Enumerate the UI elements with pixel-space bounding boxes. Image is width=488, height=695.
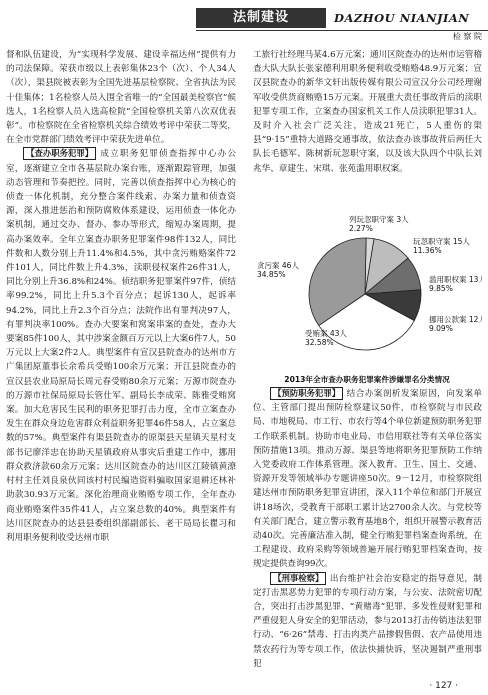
paragraph-text: 出台维护社会治安稳定的指导意见，制定打击黑恶势力犯罪的专项行动方案，与公安、法院密切配合，突出打击涉黑犯罪、“黄赌毒”犯罪、多发性侵财犯罪和严重侵犯人身安全的犯罪活动，参与2013打击传销违法犯罪行动、“6·26”禁毒、打击肉类产品掺假售假、农产品使用违禁农药行为等专项工作，依法快捕快诉，坚决遏制严重刑事犯 — [253, 573, 482, 669]
header-rule — [196, 30, 488, 31]
right-column-bottom — [253, 387, 482, 671]
paragraph-criminal — [253, 572, 482, 671]
tag-prevent: 【预防职务犯罪】 — [270, 387, 343, 400]
page-header — [0, 0, 488, 44]
pie-chart — [253, 212, 482, 387]
chart-title: 2013年全市查办职务犯罪案件涉嫌罪名分类情况 — [284, 375, 450, 384]
page-number: · 127 · — [429, 681, 458, 691]
tag-investigate: 【查办职务犯罪】 — [23, 147, 96, 160]
tag-criminal: 【刑事检察】 — [270, 572, 326, 585]
paragraph-investigate — [6, 147, 236, 545]
slice-label-3: 列玩忽职守案 3人 — [349, 215, 409, 224]
right-column-top — [253, 48, 482, 176]
paragraph-text: 结合办案剖析发案原因，向发案单位、主管部门提出预防检察建议50件，市检察院与市民政局、市地税局、市工行、市农行等4个单位新建预防职务犯罪工作联系机制。协助市电业局、市信用联社等有关单位落实预防措施13项。推动万源、渠县等地将职务犯罪预防工作纳入党委政府工作体系管理。深入教育、卫生、国土、交通、资源开发等领域举办专题讲座50次。9－12月，市检察院组建达州市预防职务犯罪宣讲团，深入11个单位和部门开展宣讲18场次，受教育干部职工累计达2700余人次。与党校等有关部门配合，建立警示教育基地8个，组织开展警示教育活动40次。完善廉洁准入制，健全行贿犯罪档案查询系统，在工程建设、政府采购等领域普遍开展行贿犯罪档案查询，按规定提供查询99次。 — [253, 389, 482, 570]
subsection-label: 检 察 院 — [452, 32, 482, 41]
slice-percent-3: 2.27% — [349, 224, 373, 233]
yearbook-english-title: DAZHOU NIANJIAN — [334, 11, 470, 25]
slice-percent-4: 11.36% — [413, 246, 442, 255]
slice-label-2: 挪用公款案 12人 — [429, 315, 482, 324]
paragraph-prevent — [253, 387, 482, 572]
slice-percent-5: 9.85% — [429, 284, 453, 293]
slice-label-4: 玩忽职守案 15人 — [413, 237, 470, 246]
left-column — [6, 48, 236, 545]
slice-percent-1: 34.85% — [257, 270, 286, 279]
paragraph: 督和队伍建设，为“实现科学发展、建设幸福达州”提供有力的司法保障。荣获市级以上表彰集体23个（次）、个人34人（次），渠县院被表彰为全国先进基层检察院、全省执法为民十佳集体；1名检察人员入围全省唯一的“全国最美检察官”候选人，1名检察人员入选高检院“全国检察机关第八次双优表彰”。市检察院在全省检察机关综合绩效考评中荣获二等奖，在全市党群部门绩效考评中荣获先进单位。 — [6, 50, 236, 146]
paragraph-text: 成立职务犯罪侦查指挥中心办公室，逐渐建立全市各基层院办案台账，逐渐跟踪管理，加强动态管理和节奏把控。同时，完善以侦查指挥中心为核心的侦查一体化机制，充分整合案件线索、办案力量和侦查资源，深入推进惩治和预防腐败体系建设，运用侦查一体化办案机制，通过交办、督办、参办等形式，缩短办案周期，提高办案效率。全年立案查办职务犯罪案件98件132人，同比件数和人数分别上升11.4%和4.5%，其中贪污贿赂案件72件101人，同比件数上升4.3%，渎职侵权案件26件31人，同比分别上升36.8%和24%。侦结职务犯罪案件97件，侦结率99.2%，同比上升5.3个百分点；起诉130人，起诉率94.2%，同比上升2.3个百分点；法院作出有罪判决97人，有罪判决率100%。查办大要案和窝案串案的查处，查办大要案85件100人，其中涉案金额百万元以上大案6件7人，50万元以上大案2件2人。典型案件有宣汉县院查办的达州市方广集团原董事长余希兵受贿100余万元案；开江县院查办的宣汉县农业局原局长周元春受贿80余万元案；万源市院查办的万源市社保局原局长管仕军、副局长李成荣、陈雅受贿窝案。加大危害民生民利的职务犯罪打击力度，全市立案查办发生在群众身边危害群众利益职务犯罪46件58人，占立案总数的57%。典型案件有渠县院查办的原渠县天星镇天星村支部书记廖洋忠在协助天星镇政府从事灾后重建工作中，挪用群众救济款60余万元案；达川区院查办的达川区江陵镇黄潦村村主任刘良泉伙同该村村民编造资料骗取国家退耕还林补助款30.93万元案。深化治理商业贿赂专项工作，全年查办商业贿赂案件35件41人，占立案总数的40%。典型案件有达川区院查办的达县县委组织部副部长、老干局局长瞿习和利用职务便利收受达州市职 — [6, 149, 236, 543]
slice-percent-2: 9.09% — [429, 324, 453, 333]
slice-label-0: 受贿案 43人 — [305, 329, 347, 338]
paragraph: 工旅行社经理马某4.6万元案；通川区院查办的达州市运管稽查大队大队长张家德利用职务便利收受贿赂48.9万元案；宣汉县院查办的新华文轩出版传媒有限公司宣汉分公司经理谢军收受供货商贿赂15万元案。开展重大责任事故背后的渎职犯罪专项工作，立案查办国家机关工作人员渎职犯罪31人。及时介入社会广泛关注，造成21死亡，5人重伤的渠县“9·15”重特大道路交通事故，依法查办该事故背后两任大队长毛德军、陈树新玩忽职守案，以及该大队四个中队长刘兆华、章建生、宋琪、张苑滥用职权案。 — [253, 50, 482, 174]
slice-label-5: 滥用职权案 13人 — [429, 275, 482, 284]
slice-label-1: 贪污案 46人 — [257, 261, 299, 270]
section-title: 法制建设 — [196, 8, 326, 28]
pie-chart-svg — [253, 212, 482, 387]
slice-percent-0: 32.58% — [305, 338, 334, 347]
